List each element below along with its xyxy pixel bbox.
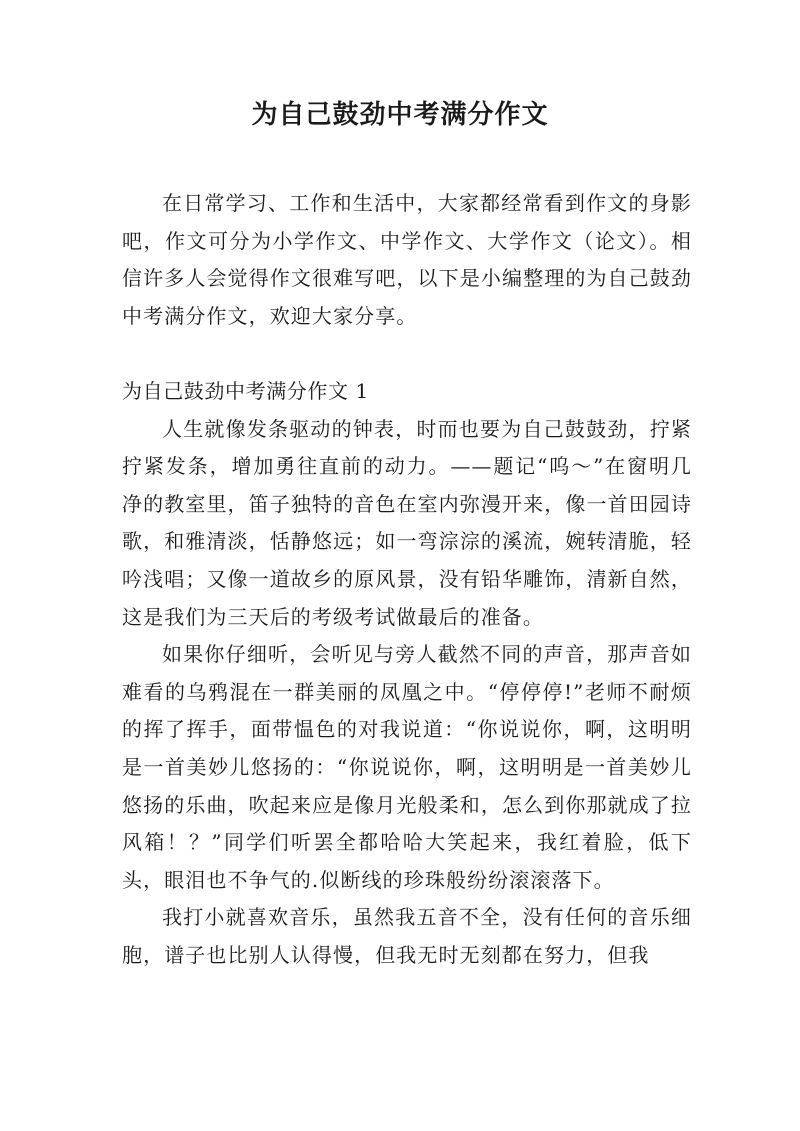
document-body: [122, 185, 692, 974]
body-paragraph-1: 人生就像发条驱动的钟表，时而也要为自己鼓鼓劲，拧紧拧紧发条，增加勇往直前的动力。——题记“呜～”在窗明几净的教室里，笛子独特的音色在室内弥漫开来，像一首田园诗歌，和雅清淡，恬静悠远；如一弯淙淙的溪流，婉转清脆，轻吟浅唱；又像一道故乡的原风景，没有铅华雕饰，清新自然，这是我们为三天后的考级考试做最后的准备。: [122, 416, 692, 629]
intro-paragraph: 在日常学习、工作和生活中，大家都经常看到作文的身影吧，作文可分为小学作文、中学作文、大学作文（论文）。相信许多人会觉得作文很难写吧，以下是小编整理的为自己鼓劲中考满分作文，欢迎大家分享。: [122, 191, 692, 328]
paragraph-spacer: [122, 335, 692, 373]
body-paragraph-2: 如果你仔细听，会听见与旁人截然不同的声音，那声音如难看的乌鸦混在一群美丽的凤凰之中。“停停停!”老师不耐烦的挥了挥手，面带愠色的对我说道：“你说说你，啊，这明明是一首美妙儿悠扬的：“你说说你，啊，这明明是一首美妙儿悠扬的乐曲，吹起来应是像月光般柔和，怎么到你那就成了拉风箱！？”同学们听罢全都哈哈大笑起来，我红着脸，低下头，眼泪也不争气的.似断线的珍珠般纷纷滚滚落下。: [122, 642, 692, 892]
document-title: 为自己鼓劲中考满分作文: [251, 100, 549, 130]
body-paragraph-3: 我打小就喜欢音乐，虽然我五音不全，没有任何的音乐细胞，谱子也比别人认得慢，但我无时无刻都在努力，但我: [122, 905, 692, 967]
section-heading: 为自己鼓劲中考满分作文 1: [122, 378, 369, 403]
